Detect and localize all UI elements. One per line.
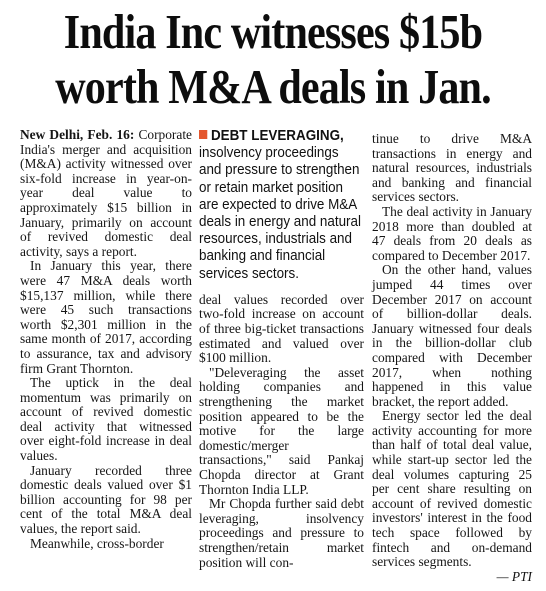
article-column-2 [199, 128, 364, 570]
paragraph-text: Corporate India's merger and acquisition (M&A) activity witnessed over six-fold increase in year-on-year deal value to approximately $15 billion in January, primarily on account of revived domestic deal activity, says a report. [20, 127, 192, 259]
pull-quote-body: insolvency proceedings and pressure to strengthen or retain market position are expected to drive M&A deals in energy and natural resources, industrials and banking and financial services sectors. [199, 145, 361, 282]
paragraph [20, 128, 192, 259]
article-column-1 [20, 128, 192, 551]
headline [38, 4, 508, 114]
square-bullet-icon [199, 130, 207, 139]
pull-quote-lead: DEBT LEVERAGING, [210, 128, 344, 144]
paragraph: "Deleveraging the asset holding companies and strengthening the market position appeared to be the motive for the large domestic/merger transactions," said Pankaj Chopda director at Grant Thornton India LLP. [199, 364, 364, 497]
paragraph: Mr Chopda further said debt leveraging, insolvency proceedings and pressure to strengthen/retain market position will con- [199, 496, 364, 570]
dateline: New Delhi, Feb. 16: [20, 127, 135, 142]
paragraph: Meanwhile, cross-border [30, 535, 164, 551]
headline-line-2: worth M&A deals in Jan. [55, 59, 491, 114]
paragraph: Energy sector led the deal activity accounting for more than half of total deal value, while start-up sector led the deal volumes capturing 25 per cent share resulting on account of revived domestic investors' interest in the food tech space followed by fintech and on-demand services segments. [372, 408, 532, 570]
paragraph: January recorded three domestic deals valued over $1 billion accounting for 98 per cent of the total M&A deal values, the report said. [20, 462, 192, 537]
article-column-3 [372, 132, 532, 584]
headline-line-1: India Inc witnesses $15b [63, 4, 483, 59]
paragraph: The uptick in the deal momentum was primarily on account of revived domestic deal activity that witnessed over eight-fold increase in deal values. [20, 375, 192, 464]
paragraph: On the other hand, values jumped 44 times over December 2017 on account of billion-dollar deals. January witnessed four deals in the billion-dollar club compared with December 2017, when nothing happened in this value bracket, the report added. [372, 262, 532, 409]
paragraph: The deal activity in January 2018 more than doubled at 47 deals from 20 deals as compared to December 2017. [372, 203, 532, 263]
byline-credit: — PTI [496, 568, 532, 584]
pull-quote [199, 128, 365, 283]
paragraph: deal values recorded over two-fold increase on account of three big-ticket transactions estimated and valued over $100 million. [199, 291, 364, 366]
paragraph: In January this year, there were 47 M&A deals worth $15,137 million, while there were 45 such transactions worth $2,301 million in the same month of 2017, according to assurance, tax and advisory firm Grant Thornton. [20, 258, 192, 376]
paragraph: tinue to drive M&A transactions in energy and natural resources, industrials and banking and financial services sectors. [372, 131, 532, 205]
column-2-text [199, 293, 364, 570]
